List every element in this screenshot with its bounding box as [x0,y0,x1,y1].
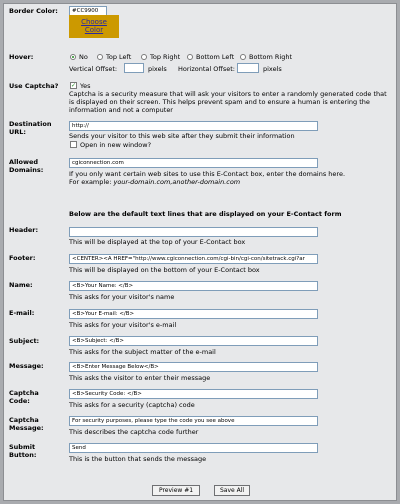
hover-option-no: No [79,53,88,61]
field-help: This asks for your visitor's name [69,293,175,301]
captcha-label: Use Captcha? [9,82,59,90]
allowed-example-prefix: For example: [69,178,114,186]
field-label-1: Captcha [9,416,39,424]
hover-radio-top-left[interactable] [97,54,103,60]
field-label-2: Message: [9,424,44,432]
name-input[interactable]: <B>Your Name: </B> [69,281,318,291]
field-label-1: Submit [9,443,36,451]
hover-radio-no[interactable] [70,54,76,60]
hover-radio-bottom-left[interactable] [187,54,193,60]
border-color-input[interactable]: #CC9900 [69,6,107,16]
destination-label-2: URL: [9,128,27,136]
field-label-2: Button: [9,451,37,459]
captcha-help: Captcha is a security measure that will ask your visitors to enter a randomly generated code that is displayed on their screen. This helps prevent spam and to ensure a human is entering the information and not a computer [69,90,387,114]
horizontal-offset-label: Horizontal Offset: [178,65,235,73]
submit-button-input[interactable]: Send [69,443,318,453]
field-label-1: E-mail: [9,309,35,317]
hover-option-top-right: Top Right [150,53,181,61]
field-help: This asks for the subject matter of the e-mail [69,348,216,356]
hover-option-bottom-right: Bottom Right [249,53,293,61]
field-help: This describes the captcha code further [69,428,199,436]
destination-label-1: Destination [9,120,52,128]
allowed-help-2 [69,178,391,186]
captcha-checkbox[interactable]: ✓ [71,82,77,89]
field-label-1: Footer: [9,254,36,262]
allowed-label-1: Allowed [9,158,39,166]
field-help: This is the button that sends the message [69,455,207,463]
horizontal-offset-unit: pixels [263,65,282,73]
allowed-domains-input[interactable]: cgiconnection.com [69,158,318,168]
field-label-1: Subject: [9,337,40,345]
choose-color-button[interactable] [69,15,119,38]
allowed-help-1: If you only want certain web sites to use this E-Contact box, enter the domains here. [69,170,346,178]
field-help: This will be displayed at the top of your E-Contact box [69,238,246,246]
hover-label: Hover: [9,53,34,61]
email-input[interactable]: <B>Your E-mail: </B> [69,309,318,319]
field-label-2: Code: [9,397,30,405]
defaults-heading: Below are the default text lines that are displayed on your E-Contact form [69,210,342,218]
field-label-1: Captcha [9,389,39,397]
hover-option-top-left: Top Left [106,53,132,61]
captcha-message-input[interactable]: For security purposes, please type the code you see above [69,416,318,426]
field-help: This asks the visitor to enter their message [69,374,211,382]
horizontal-offset-input[interactable] [237,63,259,73]
choose-color-label-2: Color [84,26,104,34]
vertical-offset-input[interactable] [124,63,144,73]
border-color-label: Border Color: [9,7,58,15]
vertical-offset-unit: pixels [148,65,167,73]
destination-help: Sends your visitor to this web site after they submit their information [69,132,295,140]
vertical-offset-label: Vertical Offset: [69,65,118,73]
footer-input[interactable]: <CENTER><A HREF="http://www.cgiconnection.com/cgi-bin/cgi-con/sitetrack.cgi?ar [69,254,318,264]
field-label-1: Name: [9,281,33,289]
captcha-yes-label: Yes [80,82,91,90]
header-input[interactable] [69,227,318,237]
field-help: This asks for a security (captcha) code [69,401,195,409]
new-window-checkbox[interactable] [70,141,77,148]
choose-color-label-1: Choose [81,18,107,26]
save-all-button[interactable]: Save All [214,485,250,496]
captcha-code-input[interactable]: <B>Security Code: </B> [69,389,318,399]
field-help: This will be displayed on the bottom of your E-Contact box [69,266,260,274]
hover-radio-bottom-right[interactable] [240,54,246,60]
hover-radio-top-right[interactable] [141,54,147,60]
destination-url-input[interactable]: http:// [69,121,318,131]
preview-button[interactable]: Preview #1 [152,485,200,496]
field-help: This asks for your visitor's e-mail [69,321,177,329]
subject-input[interactable]: <B>Subject: </B> [69,336,318,346]
message-input[interactable]: <B>Enter Message Below</B> [69,362,318,372]
allowed-example: your-domain.com,another-domain.com [113,178,241,186]
settings-panel [3,3,397,501]
field-label-1: Message: [9,362,44,370]
hover-option-bottom-left: Bottom Left [196,53,235,61]
allowed-label-2: Domains: [9,166,44,174]
new-window-label: Open in new window? [80,141,152,149]
field-label-1: Header: [9,226,39,234]
